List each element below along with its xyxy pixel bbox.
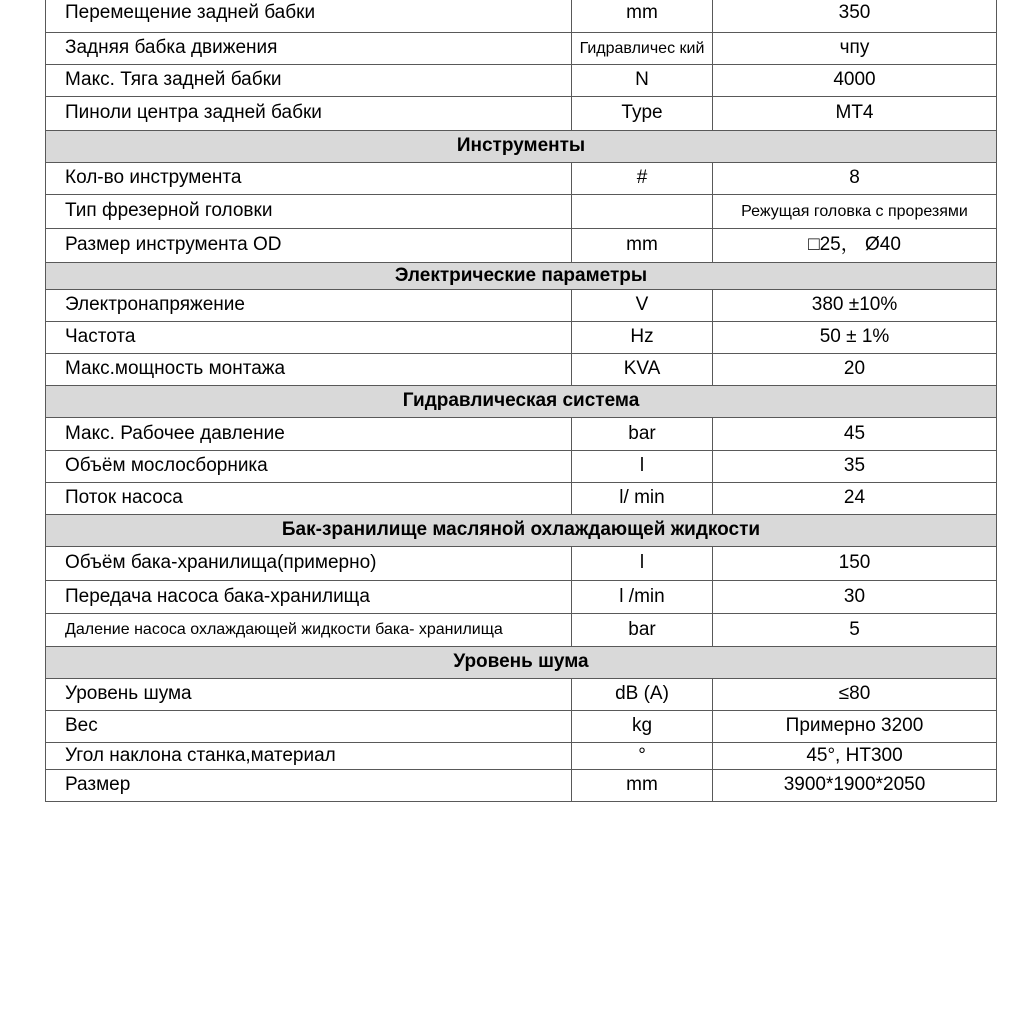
- unit-cell: N: [572, 65, 713, 97]
- section-header-row: [46, 647, 997, 679]
- value-cell: Режущая головка с прорезями: [713, 195, 997, 229]
- section-title: Уровень шума: [46, 647, 997, 679]
- unit-cell: l: [572, 451, 713, 483]
- table-row: [46, 229, 997, 263]
- value-cell: 35: [713, 451, 997, 483]
- parameter-cell: Пиноли центра задней бабки: [46, 97, 572, 131]
- value-cell: 3900*1900*2050: [713, 770, 997, 802]
- table-row: [46, 743, 997, 770]
- parameter-cell: Передача насоса бака-хранилища: [46, 581, 572, 614]
- value-cell: 150: [713, 547, 997, 581]
- table-row: [46, 770, 997, 802]
- table-row: [46, 451, 997, 483]
- value-cell: MT4: [713, 97, 997, 131]
- unit-cell: bar: [572, 614, 713, 647]
- section-title: Инструменты: [46, 131, 997, 163]
- table-row: [46, 614, 997, 647]
- unit-cell: l/ min: [572, 483, 713, 515]
- parameter-cell: Поток насоса: [46, 483, 572, 515]
- value-cell: 4000: [713, 65, 997, 97]
- section-header-row: [46, 131, 997, 163]
- parameter-cell: Размер: [46, 770, 572, 802]
- parameter-cell: Макс. Тяга задней бабки: [46, 65, 572, 97]
- table-row: [46, 581, 997, 614]
- table-row: [46, 97, 997, 131]
- unit-cell: mm: [572, 229, 713, 263]
- value-cell: 45: [713, 418, 997, 451]
- value-cell: 50 ± 1%: [713, 322, 997, 354]
- table-row: [46, 418, 997, 451]
- unit-cell: Гидравличес кий: [572, 33, 713, 65]
- value-cell: 5: [713, 614, 997, 647]
- table-row: [46, 547, 997, 581]
- unit-cell: Hz: [572, 322, 713, 354]
- unit-cell: l: [572, 547, 713, 581]
- value-cell: Примерно 3200: [713, 711, 997, 743]
- table-row: [46, 679, 997, 711]
- value-cell: ≤80: [713, 679, 997, 711]
- value-cell: 20: [713, 354, 997, 386]
- parameter-cell: Перемещение задней бабки: [46, 0, 572, 33]
- parameter-cell: Объём мослосборника: [46, 451, 572, 483]
- unit-cell: KVA: [572, 354, 713, 386]
- parameter-cell: Кол-во инструмента: [46, 163, 572, 195]
- unit-cell: dB (A): [572, 679, 713, 711]
- parameter-cell: Угол наклона станка,материал: [46, 743, 572, 770]
- section-title: Электрические параметры: [46, 263, 997, 290]
- parameter-cell: Даление насоса охлаждающей жидкости бака- хранилища: [46, 614, 572, 647]
- specifications-table-body: [46, 0, 997, 802]
- unit-cell: #: [572, 163, 713, 195]
- unit-cell: [572, 195, 713, 229]
- section-header-row: [46, 263, 997, 290]
- unit-cell: mm: [572, 0, 713, 33]
- parameter-cell: Объём бака-хранилища(примерно): [46, 547, 572, 581]
- section-title: Бак-зранилище масляной охлаждающей жидкости: [46, 515, 997, 547]
- section-header-row: [46, 515, 997, 547]
- table-row: [46, 33, 997, 65]
- value-cell: □25， Ø40: [713, 229, 997, 263]
- parameter-cell: Вес: [46, 711, 572, 743]
- unit-cell: l /min: [572, 581, 713, 614]
- table-row: [46, 290, 997, 322]
- table-row: [46, 711, 997, 743]
- value-cell: 350: [713, 0, 997, 33]
- parameter-cell: Электронапряжение: [46, 290, 572, 322]
- table-row: [46, 354, 997, 386]
- parameter-cell: Частота: [46, 322, 572, 354]
- table-row: [46, 65, 997, 97]
- table-row: [46, 195, 997, 229]
- section-title: Гидравлическая система: [46, 386, 997, 418]
- value-cell: 45°, HT300: [713, 743, 997, 770]
- value-cell: 380 ±10%: [713, 290, 997, 322]
- parameter-cell: Макс. Рабочее давление: [46, 418, 572, 451]
- value-cell: чпу: [713, 33, 997, 65]
- value-cell: 30: [713, 581, 997, 614]
- unit-cell: bar: [572, 418, 713, 451]
- table-row: [46, 0, 997, 33]
- parameter-cell: Размер инструмента OD: [46, 229, 572, 263]
- table-row: [46, 483, 997, 515]
- parameter-cell: Тип фрезерной головки: [46, 195, 572, 229]
- parameter-cell: Задняя бабка движения: [46, 33, 572, 65]
- value-cell: 8: [713, 163, 997, 195]
- specifications-table: [45, 0, 997, 802]
- parameter-cell: Уровень шума: [46, 679, 572, 711]
- unit-cell: mm: [572, 770, 713, 802]
- unit-cell: Type: [572, 97, 713, 131]
- table-row: [46, 322, 997, 354]
- table-row: [46, 163, 997, 195]
- parameter-cell: Макс.мощность монтажа: [46, 354, 572, 386]
- unit-cell: °: [572, 743, 713, 770]
- value-cell: 24: [713, 483, 997, 515]
- unit-cell: V: [572, 290, 713, 322]
- unit-cell: kg: [572, 711, 713, 743]
- section-header-row: [46, 386, 997, 418]
